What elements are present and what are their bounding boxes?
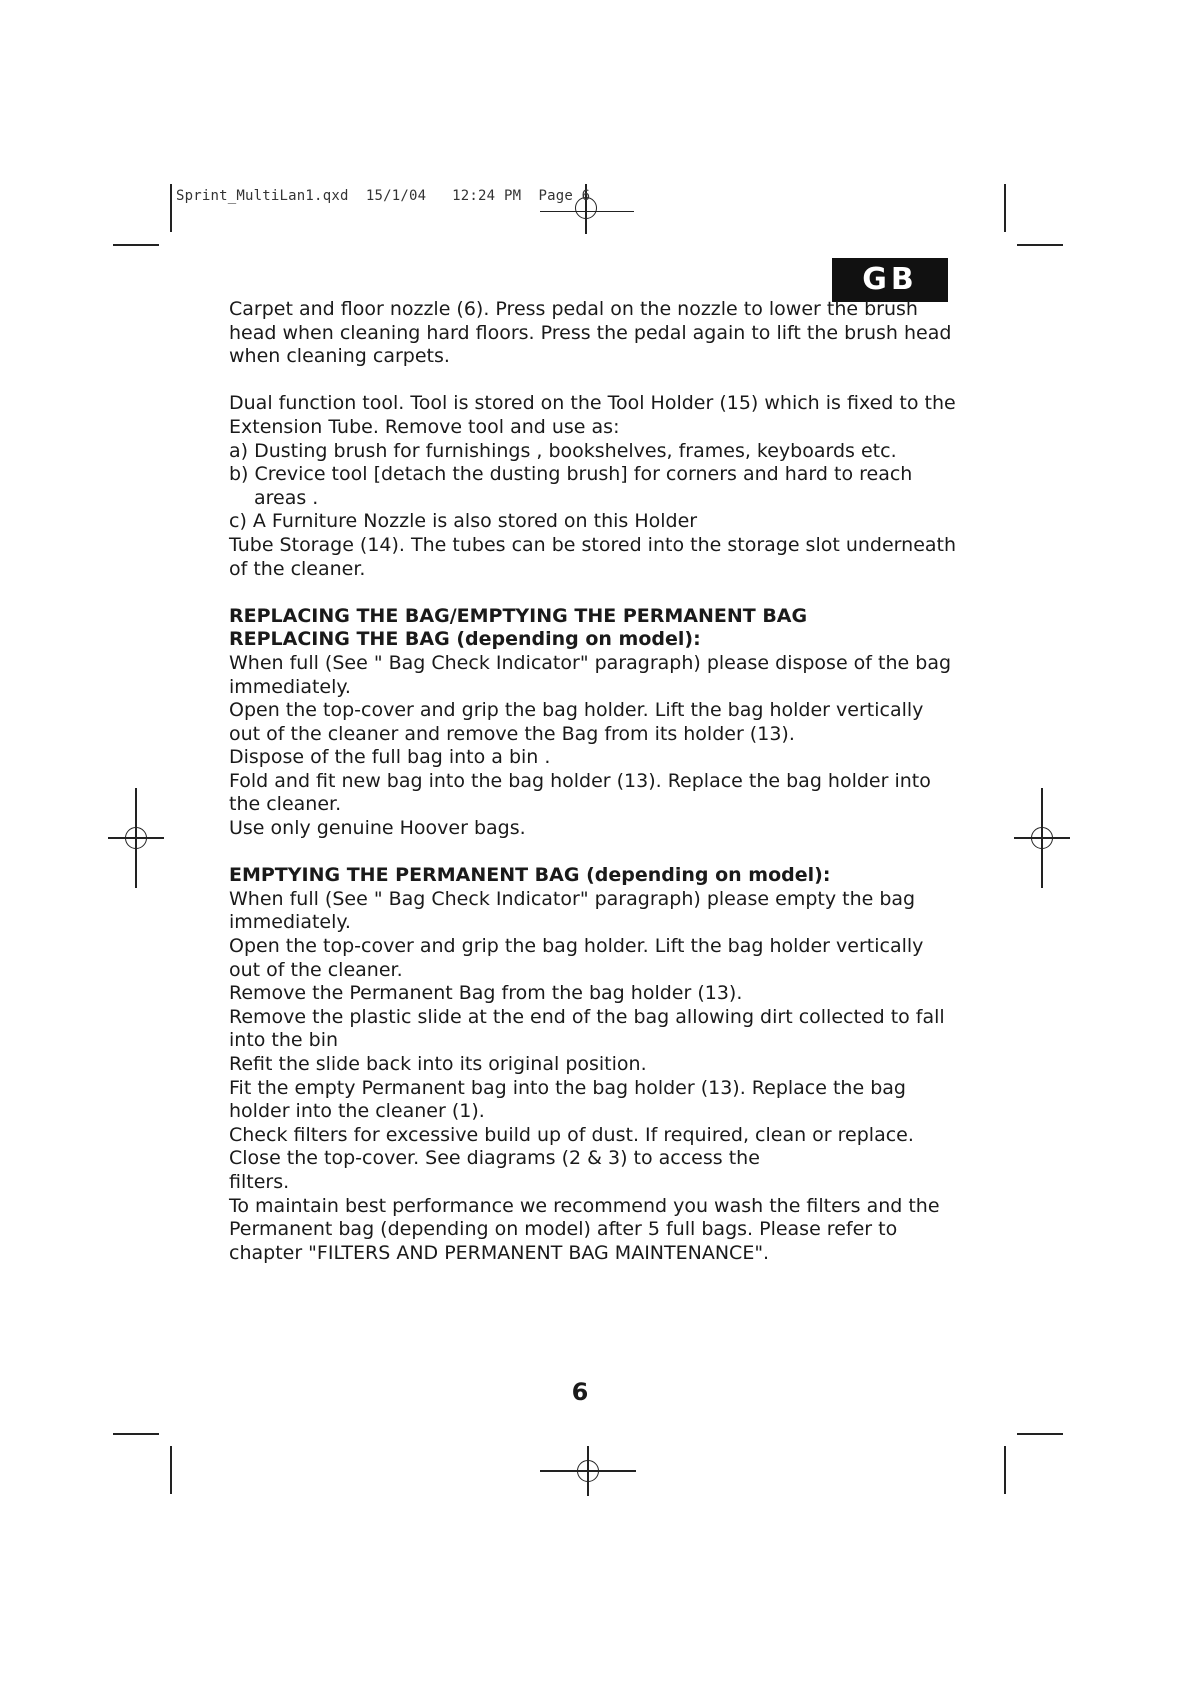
slug-date: 15/1/04 (365, 188, 427, 204)
crop-mark (1017, 1433, 1063, 1435)
body-paragraph: Carpet and floor nozzle (6). Press pedal on the nozzle to lower the brush head when cleaning hard floors. Press the pedal again to lift the brush head when cleaning carpets. (229, 298, 952, 368)
crop-mark (1017, 244, 1063, 246)
body-paragraph: Refit the slide back into its original position. (229, 1053, 647, 1075)
slug-ampm: PM (503, 188, 522, 204)
page-number: 6 (571, 1378, 589, 1406)
crop-mark (170, 1446, 172, 1494)
paragraph-gap (229, 581, 959, 605)
list-item-text: b) Crevice tool [detach the dusting brush] for corners and hard to reach (229, 463, 913, 486)
body-paragraph: Remove the plastic slide at the end of the bag allowing dirt collected to fall into the bin (229, 1005, 945, 1052)
paragraph-gap (229, 841, 959, 865)
body-paragraph: Check filters for excessive build up of dust. If required, clean or replace. (229, 1123, 914, 1146)
body-paragraph: When full (See " Bag Check Indicator" paragraph) please empty the bag immediately. (229, 887, 916, 934)
list-item (229, 463, 959, 510)
body-paragraph: Open the top-cover and grip the bag holder. Lift the bag holder vertically out of the cleaner and remove the Bag from its holder (13). (229, 699, 924, 745)
document-body (229, 298, 959, 1265)
crop-mark (1004, 1446, 1006, 1494)
crop-mark (113, 1433, 159, 1435)
body-paragraph: c) A Furniture Nozzle is also stored on this Holder (229, 510, 698, 533)
language-badge: GB (832, 258, 948, 302)
body-paragraph: To maintain best performance we recommend you wash the filters and the Permanent bag (depending on model) after 5 full bags. Please refer to chapter "FILTERS AND PERMANENT BAG MAINTENANCE". (229, 1194, 940, 1264)
body-paragraph: a) Dusting brush for furnishings , bookshelves, frames, keyboards etc. (229, 439, 897, 462)
section-heading: REPLACING THE BAG (depending on model): (229, 628, 701, 651)
body-paragraph: Tube Storage (14). The tubes can be stored into the storage slot underneath of the cleaner. (229, 533, 957, 580)
body-paragraph: Open the top-cover and grip the bag holder. Lift the bag holder vertically out of the cleaner. (229, 935, 924, 981)
paragraph-gap (229, 369, 959, 393)
body-paragraph: Dispose of the full bag into a bin . (229, 746, 551, 769)
crop-mark (113, 244, 159, 246)
slug-file: Sprint_MultiLan1.qxd (176, 188, 349, 204)
body-paragraph: When full (See " Bag Check Indicator" paragraph) please dispose of the bag immediately. (229, 651, 952, 698)
body-paragraph: Close the top-cover. See diagrams (2 & 3) to access the (229, 1147, 760, 1170)
list-item-continuation: areas . (254, 486, 319, 509)
body-paragraph: Remove the Permanent Bag from the bag holder (13). (229, 982, 743, 1005)
registration-mark-left (108, 788, 164, 888)
body-paragraph: filters. (229, 1170, 290, 1193)
print-slug (176, 188, 590, 204)
section-heading: EMPTYING THE PERMANENT BAG (depending on model): (229, 864, 831, 887)
crop-mark (170, 184, 172, 232)
body-paragraph: Fold and fit new bag into the bag holder (13). Replace the bag holder into the cleaner. (229, 769, 931, 816)
body-paragraph: Dual function tool. Tool is stored on the Tool Holder (15) which is fixed to the Extension Tube. Remove tool and use as: (229, 392, 956, 438)
body-paragraph: Use only genuine Hoover bags. (229, 817, 526, 840)
registration-mark-right (1014, 788, 1070, 888)
crop-mark (1004, 184, 1006, 232)
section-heading: REPLACING THE BAG/EMPTYING THE PERMANENT BAG (229, 604, 808, 627)
body-paragraph: Fit the empty Permanent bag into the bag holder (13). Replace the bag holder into the cleaner (1). (229, 1076, 906, 1123)
slug-time: 12:24 (452, 188, 496, 204)
registration-mark-bottom (540, 1446, 636, 1496)
slug-page: Page 6 (538, 188, 591, 204)
